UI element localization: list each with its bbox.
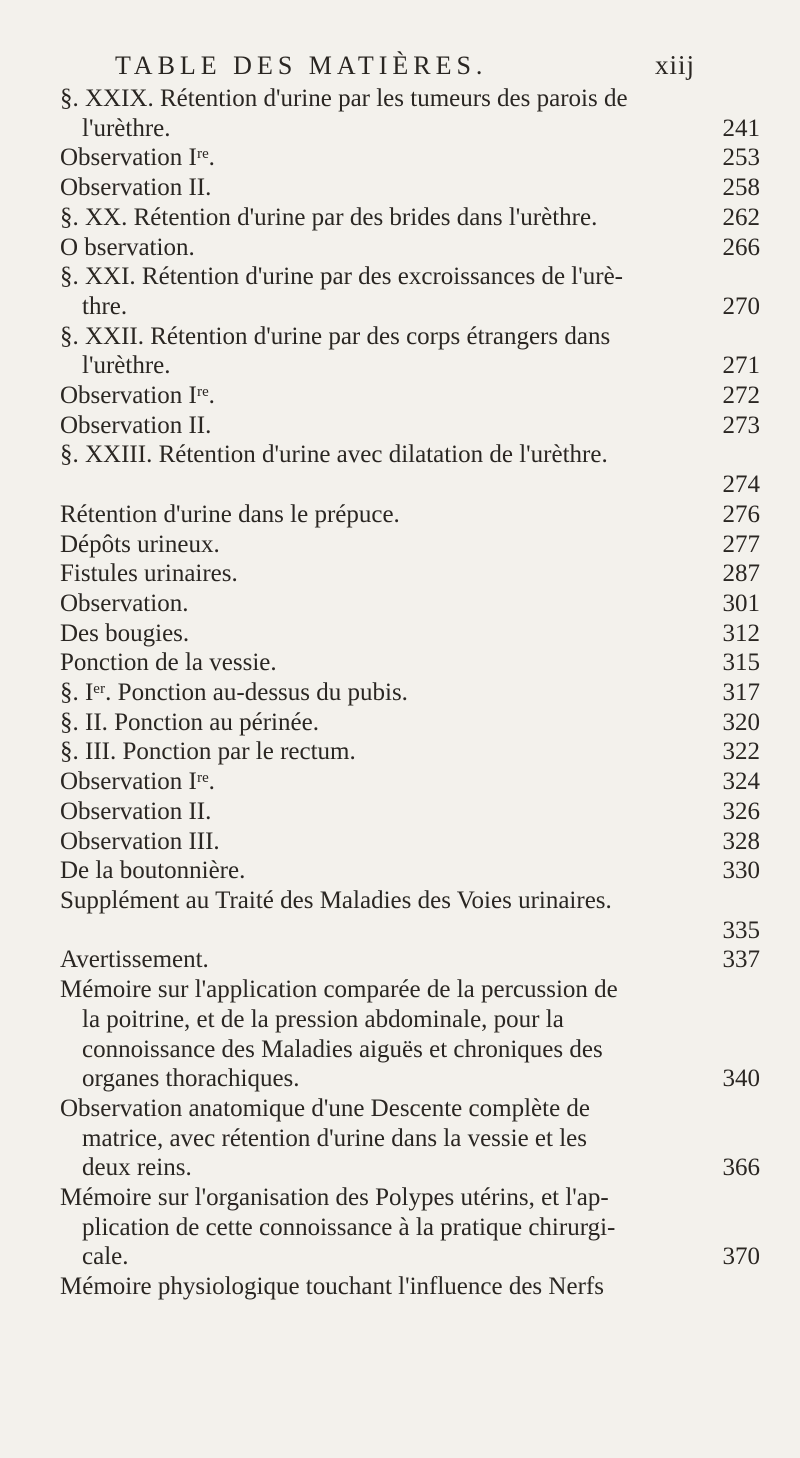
- entry-text: De la boutonnière.: [60, 857, 246, 885]
- entry-text: O bservation.: [60, 233, 195, 261]
- entry-text: §. XX. Rétention d'urine par des brides dans l'urèthre.: [60, 203, 598, 231]
- toc-entry: [60, 619, 760, 649]
- entry-text: Rétention d'urine dans le prépuce.: [60, 500, 400, 528]
- toc-entry: [60, 500, 760, 530]
- toc-entry: [60, 143, 760, 173]
- entry-text: Observation II.: [60, 174, 212, 202]
- entry-text: Supplément au Traité des Maladies des Voies urinaires.: [60, 886, 612, 914]
- toc-entry: [60, 173, 760, 203]
- entry-text: §. XXIX. Rétention d'urine par les tumeurs des parois de: [60, 85, 628, 112]
- toc-entry: [60, 827, 760, 857]
- toc-entry: [60, 559, 760, 589]
- entry-text: Avertissement.: [60, 946, 209, 974]
- toc-entry: [60, 767, 760, 797]
- entry-page: 287: [722, 560, 760, 588]
- entry-continuation: [60, 292, 760, 322]
- toc-entry: [60, 797, 760, 827]
- toc-entry: [60, 678, 760, 708]
- toc-entry: [60, 411, 760, 441]
- toc-entry: [60, 84, 760, 143]
- toc-entry: [60, 1183, 760, 1272]
- entry-text: Observation III.: [60, 827, 220, 855]
- entry-page: 241: [722, 114, 760, 142]
- toc-entry: [60, 589, 760, 619]
- entry-page: 337: [722, 946, 760, 974]
- entry-text: Observation II.: [60, 411, 212, 439]
- entry-text: Observation II.: [60, 797, 212, 825]
- entry-text: §. XXI. Rétention d'urine par des excroissances de l'urè-: [60, 263, 623, 291]
- toc-entry: [60, 1272, 760, 1302]
- entry-text-cont: organes thorachiques.: [82, 1065, 300, 1093]
- entry-text: Observation Iʳᵉ.: [60, 144, 215, 172]
- entry-text: Mémoire physiologique touchant l'influence des Nerfs: [60, 1273, 604, 1301]
- entry-text: §. XXIII. Rétention d'urine avec dilatation de l'urèthre.: [60, 441, 608, 469]
- entry-page: 277: [722, 530, 760, 558]
- entry-text-cont: connoissance des Maladies aiguës et chroniques des: [82, 1035, 603, 1063]
- toc-entry: [60, 233, 760, 263]
- entry-continuation: [60, 1242, 760, 1272]
- entry-text: Observation anatomique d'une Descente complète de: [60, 1094, 591, 1122]
- entry-page: 328: [722, 827, 760, 855]
- toc-entry: [60, 648, 760, 678]
- entry-text: §. Iᵉʳ. Ponction au-dessus du pubis.: [60, 679, 408, 707]
- entry-text: §. II. Ponction au périnée.: [60, 708, 319, 736]
- toc-entry: [60, 530, 760, 560]
- toc-entry: [60, 886, 760, 945]
- entry-text: Des bougies.: [60, 619, 190, 647]
- entry-page: 270: [722, 292, 760, 320]
- entry-text: Fistules urinaires.: [60, 560, 238, 588]
- entry-page: 301: [722, 589, 760, 617]
- entry-page: 317: [722, 679, 760, 707]
- table-of-contents: [60, 84, 760, 1302]
- toc-entry: [60, 856, 760, 886]
- entry-text: Dépôts urineux.: [60, 530, 220, 558]
- entry-continuation: [60, 114, 760, 144]
- entry-text: Mémoire sur l'application comparée de la percussion de: [60, 976, 618, 1004]
- entry-text: Observation.: [60, 589, 189, 617]
- toc-entry: [60, 945, 760, 975]
- entry-text: Observation Iʳᵉ.: [60, 768, 215, 796]
- entry-page: 315: [722, 649, 760, 677]
- entry-text-cont: cale.: [82, 1243, 129, 1271]
- entry-page: 335: [722, 916, 760, 944]
- entry-page: 340: [722, 1065, 760, 1093]
- entry-page: 276: [722, 500, 760, 528]
- toc-entry: [60, 975, 760, 1094]
- entry-text-cont: la poitrine, et de la pression abdominale, pour la: [82, 1005, 564, 1033]
- running-title: TABLE DES MATIÈRES.: [115, 51, 488, 80]
- entry-page: 324: [722, 768, 760, 796]
- entry-page: 322: [722, 738, 760, 766]
- entry-page: 320: [722, 708, 760, 736]
- toc-entry: [60, 203, 760, 233]
- entry-text: Mémoire sur l'organisation des Polypes utérins, et l'ap-: [60, 1184, 609, 1212]
- entry-text: §. XXII. Rétention d'urine par des corps étrangers dans: [60, 322, 611, 350]
- entry-text-cont: thre.: [82, 292, 128, 320]
- entry-page: 366: [722, 1154, 760, 1182]
- entry-continuation: [60, 1064, 760, 1094]
- page-header: [115, 50, 695, 86]
- page-number: xiij: [654, 50, 695, 80]
- entry-text: §. III. Ponction par le rectum.: [60, 738, 356, 766]
- entry-page: 370: [722, 1243, 760, 1271]
- entry-text-cont: l'urèthre.: [82, 352, 171, 380]
- entry-page: 274: [722, 471, 760, 499]
- entry-continuation: [60, 1153, 760, 1183]
- entry-page: 273: [722, 411, 760, 439]
- entry-text-cont: plication de cette connoissance à la pratique chirurgi-: [82, 1213, 616, 1241]
- entry-text-cont: matrice, avec rétention d'urine dans la vessie et les: [82, 1124, 587, 1152]
- entry-page: 258: [722, 174, 760, 202]
- entry-text-cont: deux reins.: [82, 1154, 192, 1182]
- entry-page: 312: [722, 619, 760, 647]
- entry-page: 266: [722, 233, 760, 261]
- entry-text: Ponction de la vessie.: [60, 649, 277, 677]
- toc-entry: [60, 1094, 760, 1183]
- entry-text: Observation Iʳᵉ.: [60, 382, 215, 410]
- entry-page: 271: [722, 352, 760, 380]
- toc-entry: [60, 322, 760, 381]
- toc-entry: [60, 737, 760, 767]
- toc-entry: [60, 262, 760, 321]
- toc-entry: [60, 381, 760, 411]
- entry-page: 253: [722, 144, 760, 172]
- entry-page: 326: [722, 797, 760, 825]
- toc-entry: [60, 440, 760, 499]
- entry-page: 272: [722, 382, 760, 410]
- entry-text-cont: l'urèthre.: [82, 114, 171, 142]
- entry-page: 330: [722, 857, 760, 885]
- entry-page: 262: [722, 203, 760, 231]
- entry-continuation: [60, 351, 760, 381]
- toc-entry: [60, 708, 760, 738]
